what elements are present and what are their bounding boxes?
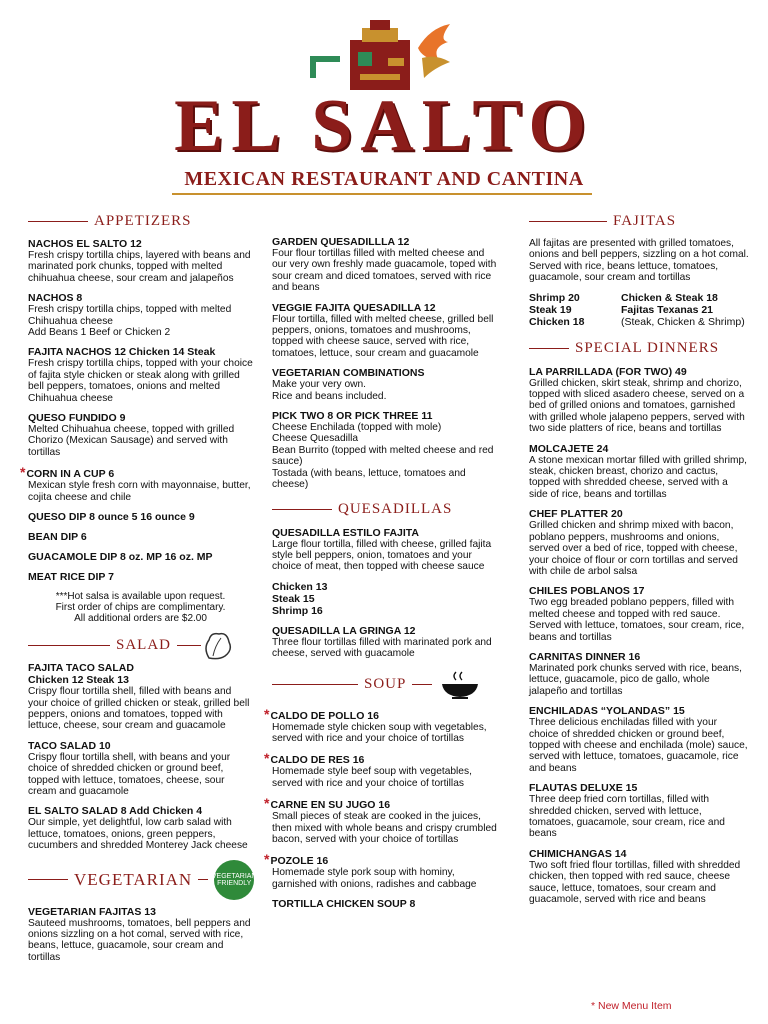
menu-item bbox=[272, 527, 497, 573]
menu-item bbox=[28, 805, 253, 851]
menu-item-description: Mexican style fresh corn with mayonnaise, butter, cojita cheese and chile bbox=[28, 480, 251, 503]
menu-item-description: Cheese Enchilada (topped with mole) Cheese Quesadilla Bean Burrito (topped with melted cheese and red sauce) Tostada (with beans, lettuce, tomatoes and cheese) bbox=[272, 422, 494, 491]
fajitas-prices bbox=[529, 292, 749, 328]
menu-item bbox=[28, 346, 253, 404]
quesadillas-heading bbox=[272, 499, 497, 521]
restaurant-tagline: MEXICAN RESTAURANT AND CANTINA bbox=[184, 168, 584, 190]
menu-item bbox=[529, 443, 749, 501]
menu-item-name: *CALDO DE POLLO 16 bbox=[264, 705, 379, 722]
restaurant-name: EL SALTO bbox=[174, 85, 594, 167]
menu-item-name: LA PARRILLADA (FOR TWO) 49 bbox=[529, 365, 687, 378]
menu-column-middle bbox=[264, 236, 497, 918]
menu-item bbox=[28, 551, 253, 563]
special-dinners-list bbox=[529, 366, 749, 906]
menu-item-name: EL SALTO SALAD 8 Add Chicken 4 bbox=[28, 805, 203, 818]
menu-item-name: FLAUTAS DELUXE 15 bbox=[529, 782, 638, 795]
salad-list bbox=[28, 662, 253, 851]
menu-item-name: QUESO DIP 8 ounce 5 16 ounce 9 bbox=[28, 511, 195, 524]
new-item-star-icon: * bbox=[264, 705, 270, 722]
menu-item bbox=[28, 571, 253, 583]
menu-item bbox=[529, 508, 749, 577]
fajita-price-line: Steak 19 bbox=[529, 303, 572, 316]
menu-item-description: Four flour tortillas filled with melted cheese and our very own freshly made guacamole, toped with sour cream and diced tomatoes, served with rice and beans bbox=[272, 248, 497, 294]
menu-item bbox=[272, 367, 497, 402]
appetizers-heading bbox=[28, 210, 253, 232]
new-menu-item-legend: * New Menu Item bbox=[591, 1000, 672, 1012]
menu-item-name: *CALDO DE RES 16 bbox=[264, 750, 365, 767]
menu-item-description: Sauteed mushrooms, tomatoes, bell peppers and onions sizzling on a hot comal, served with rice, beans, lettuce, guacamole, sour cream and tortillas bbox=[28, 917, 251, 963]
menu-item-name: NACHOS EL SALTO 12 bbox=[28, 238, 142, 250]
menu-item-name: CHILES POBLANOS 17 bbox=[529, 585, 645, 598]
menu-item bbox=[264, 705, 497, 745]
menu-column-right bbox=[529, 210, 749, 913]
menu-item-description: Fresh crispy tortilla chips, topped with your choice of fajita style chicken or steak along with grilled bell peppers, tomatoes, onions and melted Chihuahua cheese bbox=[28, 358, 253, 404]
menu-item-description: Crispy flour tortilla shell, with beans and your choice of shredded chicken or ground beef, topped with lettuce, tomatoes, cheese, sour cream and guacamole bbox=[28, 751, 231, 797]
menu-item bbox=[28, 906, 253, 964]
menu-item-description: Melted Chihuahua cheese, topped with grilled Chorizo (Mexican Sausage) and served with tortillas bbox=[28, 424, 235, 458]
menu-item-description: Two soft fried flour tortillas, filled with shredded chicken, then topped with red sauce, cheese sauce, lettuce, tomatoes, sour cream and guacamole, served with rice and beans bbox=[529, 859, 741, 906]
menu-item-description: Homemade style beef soup with vegetables, served with rice and your choice of tortillas bbox=[272, 766, 472, 789]
menu-item-description: Small pieces of steak are cooked in the juices, then mixed with whole beans and crispy crumbled bacon, served with your choice of tortillas bbox=[272, 811, 497, 845]
new-item-star-icon: * bbox=[264, 750, 270, 767]
menu-item-name: ENCHILADAS “YOLANDAS” 15 bbox=[529, 705, 685, 718]
menu-item bbox=[28, 238, 253, 284]
menu-item-description: Crispy flour tortilla shell, filled with beans and your choice of grilled chicken or steak, grilled bell peppers, onions and tomatoes, topped with lettuce, cheese, sour cream and guacamole bbox=[28, 686, 250, 732]
menu-item-description: Our simple, yet delightful, low carb salad with lettuce, tomatoes, onions, green peppers, cucumbers and shredded Monterey Jack cheese bbox=[28, 817, 248, 852]
new-item-star-icon: * bbox=[264, 795, 270, 812]
menu-item-name: NACHOS 8 bbox=[28, 292, 83, 305]
menu-item bbox=[264, 795, 497, 845]
divider bbox=[28, 221, 88, 222]
divider bbox=[412, 684, 432, 685]
menu-item-name: VEGETARIAN FAJITAS 13 bbox=[28, 905, 156, 918]
menu-item-name: BEAN DIP 6 bbox=[28, 531, 87, 544]
menu-item-description: Grilled chicken and shrimp mixed with bacon, poblano peppers, mushrooms and onions, served over a bed of rice, topped with cheese, your choice of flour or corn tortillas and served with chile de arbol salsa bbox=[529, 520, 738, 577]
menu-item bbox=[272, 302, 497, 360]
menu-item-name: FAJITA TACO SALAD Chicken 12 Steak 13 bbox=[28, 662, 134, 687]
fajita-price-line: (Steak, Chicken & Shrimp) bbox=[621, 315, 745, 328]
appetizers-list bbox=[20, 238, 253, 584]
section-title: QUESADILLAS bbox=[338, 501, 453, 517]
menu-item-name: QUESO FUNDIDO 9 bbox=[28, 412, 126, 425]
menu-item-description: Grilled chicken, skirt steak, shrimp and chorizo, topped with sliced asadero cheese, served on a bed of grilled onions and tomatoes, garnished with grilled whole jalapeno peppers, served with two side platters of rice, beans and tortillas bbox=[529, 377, 745, 435]
appetizer-note: ***Hot salsa is available upon request. bbox=[55, 591, 226, 603]
divider bbox=[28, 645, 110, 646]
menu-item-name: *CARNE EN SU JUGO 16 bbox=[264, 795, 391, 812]
menu-item-name: CHIMICHANGAS 14 bbox=[529, 847, 627, 860]
fajita-price-line: Chicken & Steak 18 bbox=[621, 291, 718, 304]
salad-heading bbox=[28, 634, 253, 656]
divider bbox=[529, 221, 607, 222]
special-dinners-heading bbox=[529, 338, 749, 360]
divider bbox=[198, 879, 208, 880]
menu-item bbox=[529, 366, 749, 435]
soup-bowl-icon bbox=[440, 670, 480, 700]
new-item-star-icon: * bbox=[20, 464, 26, 481]
divider bbox=[177, 645, 201, 646]
section-title: SALAD bbox=[116, 636, 172, 653]
menu-item bbox=[529, 651, 749, 697]
menu-item bbox=[272, 625, 497, 660]
fajitas-prices-left bbox=[529, 292, 621, 328]
vegetarian-heading bbox=[28, 860, 257, 900]
menu-header bbox=[0, 0, 768, 200]
quesadillas-list bbox=[272, 527, 497, 660]
menu-item bbox=[272, 581, 497, 617]
menu-item-name: *CORN IN A CUP 6 bbox=[20, 464, 115, 481]
fajita-price-line: Chicken 18 bbox=[529, 315, 585, 328]
menu-item-description: A stone mexican mortar filled with grilled shrimp, steak, chicken breast, chorizo and cactus, topped with shredded cheese, served with a side of rice, beans and tortillas bbox=[529, 454, 747, 500]
menu-item-description: Homemade style chicken soup with vegetables, served with rice and your choice of tortillas bbox=[272, 721, 487, 744]
fajita-price-line: Fajitas Texanas 21 bbox=[621, 303, 714, 316]
menu-item-name: CARNITAS DINNER 16 bbox=[529, 650, 641, 663]
menu-item bbox=[272, 898, 497, 910]
divider bbox=[28, 879, 68, 880]
fajitas-intro bbox=[529, 238, 749, 284]
menu-item bbox=[529, 705, 749, 774]
divider bbox=[272, 509, 332, 510]
menu-item-name: *POZOLE 16 bbox=[264, 851, 329, 868]
appetizers-notes bbox=[28, 591, 253, 624]
menu-item bbox=[28, 412, 253, 458]
menu-item bbox=[20, 464, 253, 503]
menu-item-description: Fresh crispy tortilla chips, topped with melted Chihuahua cheese Add Beans 1 Beef or Chicken 2 bbox=[28, 304, 232, 339]
menu-item-name: PICK TWO 8 OR PICK THREE 11 bbox=[272, 410, 433, 423]
appetizer-note: First order of chips are complimentary. bbox=[55, 602, 226, 614]
menu-item-name: MEAT RICE DIP 7 bbox=[28, 571, 114, 584]
vegetarian-friendly-badge: VEGETARIAN FRIENDLY bbox=[214, 860, 254, 900]
soup-list bbox=[264, 705, 497, 911]
menu-item-name: FAJITA NACHOS 12 Chicken 14 Steak bbox=[28, 346, 216, 359]
menu-item bbox=[28, 292, 253, 338]
menu-item-name: GUACAMOLE DIP 8 oz. MP 16 oz. MP bbox=[28, 551, 213, 564]
menu-item bbox=[28, 662, 253, 732]
fajita-price-line: Shrimp 20 bbox=[529, 291, 580, 304]
menu-item bbox=[28, 511, 253, 523]
fajitas-description: All fajitas are presented with grilled tomatoes, onions and bell peppers, sizzling on a hot comal. Served with rice, beans lettuce, tomatoes, guacamole, sour cream and tortillas bbox=[529, 238, 749, 284]
soup-heading bbox=[272, 668, 497, 702]
new-item-star-icon: * bbox=[264, 851, 270, 868]
menu-item bbox=[264, 851, 497, 890]
menu-item bbox=[28, 531, 253, 543]
menu-item-description: Three deep fried corn tortillas, filled with shredded chicken, served with lettuce, tomatoes, guacamole, sour cream, rice and beans bbox=[529, 794, 725, 840]
menu-item-name: QUESADILLA LA GRINGA 12 bbox=[272, 624, 416, 637]
menu-column-left bbox=[20, 210, 257, 971]
section-title: SPECIAL DINNERS bbox=[575, 340, 720, 357]
tagline-divider bbox=[172, 193, 592, 195]
menu-item-name: Chicken 13 Steak 15 Shrimp 16 bbox=[272, 580, 328, 617]
menu-item-description: Marinated pork chunks served with rice, beans, lettuce, guacamole, pico de gallo, whole jalapeño and tortillas bbox=[529, 662, 742, 697]
section-title: SOUP bbox=[364, 676, 407, 693]
menu-item bbox=[272, 236, 497, 294]
section-title: FAJITAS bbox=[613, 212, 677, 229]
menu-item-name: VEGGIE FAJITA QUESADILLA 12 bbox=[272, 301, 436, 314]
menu-item-description: Homemade style pork soup with hominy, garnished with onions, radishes and cabbage bbox=[272, 867, 477, 890]
menu-item bbox=[28, 740, 253, 798]
menu-item-name: TACO SALAD 10 bbox=[28, 739, 111, 752]
menu-item-name: TORTILLA CHICKEN SOUP 8 bbox=[272, 898, 416, 911]
section-title: APPETIZERS bbox=[94, 212, 192, 229]
appetizer-note: All additional orders are $2.00 bbox=[74, 613, 207, 625]
menu-item-description: Fresh crispy tortilla chips, layered with beans and marinated pork chunks, topped with melted chihuahua cheese, sour cream and jalapeños bbox=[28, 250, 251, 284]
menu-item bbox=[272, 410, 497, 490]
section-title: VEGETARIAN bbox=[74, 869, 193, 889]
menu-item-name: GARDEN QUESADILLLA 12 bbox=[272, 236, 410, 248]
menu-item bbox=[529, 848, 749, 906]
menu-item-name: VEGETARIAN COMBINATIONS bbox=[272, 367, 425, 380]
vegetarian-list bbox=[28, 906, 253, 964]
menu-item-description: Flour tortilla, filled with melted cheese, grilled bell peppers, onions, tomatoes and mushrooms, topped with cheese sauce, served with rice, tomatoes, lettuce, sour cream and guacamole bbox=[272, 313, 494, 359]
divider bbox=[529, 348, 569, 349]
menu-item-description: Three delicious enchiladas filled with your choice of shredded chicken or ground beef, topped with cheese and enchilada (mole) sauce, served with lettuce, tomatoes, guacamole, rice and beans bbox=[529, 717, 748, 774]
menu-item-description: Make your very own. Rice and beans included. bbox=[272, 379, 387, 402]
menu-item-name: QUESADILLA ESTILO FAJITA bbox=[272, 526, 420, 539]
fajitas-heading bbox=[529, 210, 749, 232]
divider bbox=[272, 684, 358, 685]
menu-item bbox=[529, 782, 749, 840]
vegetarian-quesadillas-list bbox=[272, 236, 497, 491]
lettuce-icon bbox=[201, 630, 233, 660]
menu-item-description: Two egg breaded poblano peppers, filled with melted cheese and topped with red sauce. Served with lettuce, tomatoes, sour cream, rice, beans and tortillas bbox=[529, 597, 745, 643]
menu-item-name: MOLCAJETE 24 bbox=[529, 442, 609, 455]
menu-item-name: CHEF PLATTER 20 bbox=[529, 508, 623, 521]
menu-item bbox=[264, 750, 497, 789]
fajitas-prices-right bbox=[621, 292, 749, 328]
menu-item bbox=[529, 585, 749, 643]
menu-item-description: Three flour tortillas filled with marinated pork and cheese, served with guacamole bbox=[272, 636, 492, 660]
menu-item-description: Large flour tortilla, filled with cheese, grilled fajita style bell peppers, onion, tomatoes and your choice of meat, then topped with cheese sauce bbox=[272, 538, 492, 573]
